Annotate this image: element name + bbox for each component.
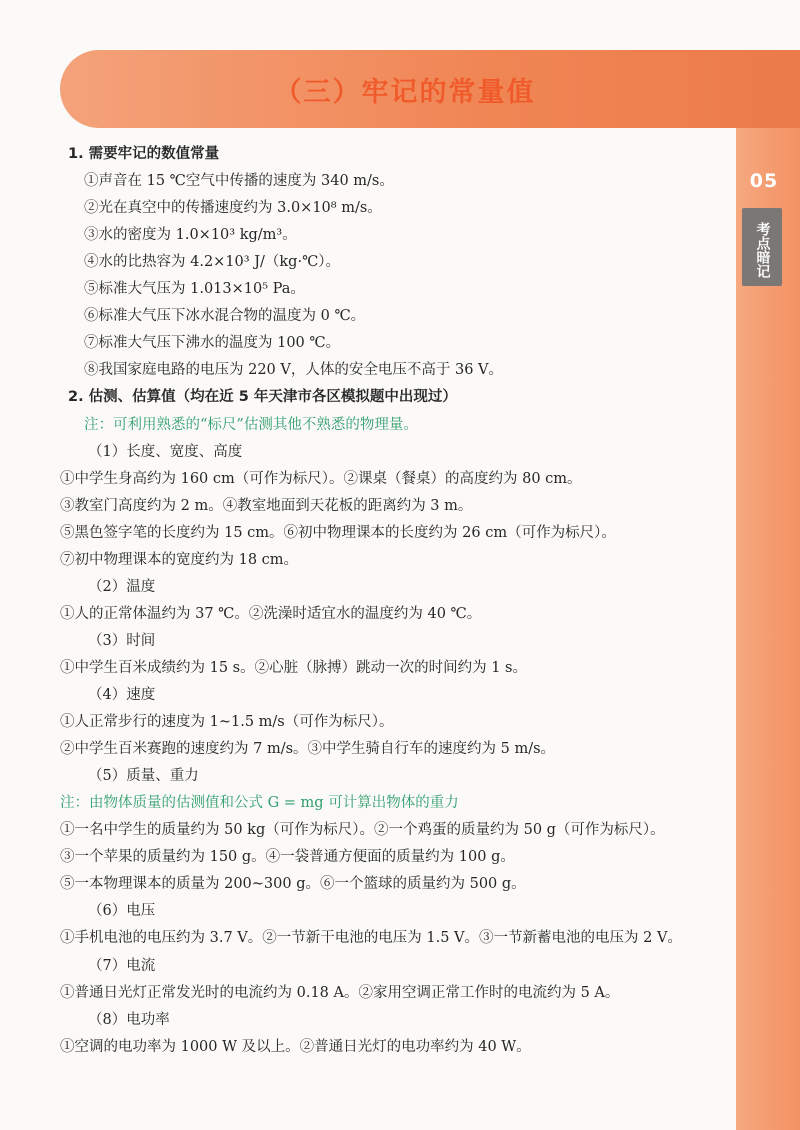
list-item: ③一个苹果的质量约为 150 g。④一袋普通方便面的质量约为 100 g。 [60,849,515,866]
list-item: ①中学生身高约为 160 cm（可作为标尺）。②课桌（餐桌）的高度约为 80 cm。 [60,470,582,487]
list-item: ①中学生百米成绩约为 15 s。②心脏（脉搏）跳动一次的时间约为 1 s。 [60,659,527,676]
list-item: ①空调的电功率为 1000 W 及以上。②普通日光灯的电功率约为 40 W。 [60,1038,531,1055]
list-item: ⑦初中物理课本的宽度约为 18 cm。 [60,551,299,568]
section-heading: 1. 需要牢记的数值常量 [68,146,220,162]
list-item: ⑥标准大气压下冰水混合物的温度为 0 ℃。 [84,308,366,325]
subsection-heading: （8）电功率 [88,1011,170,1028]
note-text: 注：可利用熟悉的“标尺”估测其他不熟悉的物理量。 [84,416,418,433]
subsection-heading: （5）质量、重力 [88,768,199,785]
list-item: ②光在真空中的传播速度约为 3.0×10⁸ m/s。 [84,200,382,217]
list-item: ⑤一本物理课本的质量为 200~300 g。⑥一个篮球的质量约为 500 g。 [60,876,526,893]
list-item: ③教室门高度约为 2 m。④教室地面到天花板的距离约为 3 m。 [60,497,473,514]
list-item: ①一名中学生的质量约为 50 kg（可作为标尺）。②一个鸡蛋的质量约为 50 g（可作为标尺）。 [60,822,665,839]
subsection-heading: （2）温度 [88,578,156,595]
list-item: ①手机电池的电压约为 3.7 V。②一节新干电池的电压为 1.5 V。③一节新蓄电池的电压为 2 V。 [60,930,682,947]
list-item: ①人的正常体温约为 37 ℃。②洗澡时适宜水的温度约为 40 ℃。 [60,605,482,622]
page-title: （三）牢记的常量值 [274,76,536,108]
list-item: ④水的比热容为 4.2×10³ J/（kg·℃）。 [84,254,341,271]
list-item: ①普通日光灯正常发光时的电流约为 0.18 A。②家用空调正常工作时的电流约为 5 A。 [60,984,620,1001]
list-item: ①声音在 15 ℃空气中传播的速度为 340 m/s。 [84,173,394,190]
note-text: 注：由物体质量的估测值和公式 G = mg 可计算出物体的重力 [60,795,459,812]
subsection-heading: （7）电流 [88,957,156,974]
subsection-heading: （6）电压 [88,903,156,920]
chapter-number: 05 [749,170,779,192]
section-heading: 2. 估测、估算值（均在近 5 年天津市各区模拟题中出现过） [68,389,457,406]
list-item: ⑦标准大气压下沸水的温度为 100 ℃。 [84,335,341,352]
list-item: ⑤标准大气压为 1.013×10⁵ Pa。 [84,281,305,298]
subsection-heading: （4）速度 [88,687,156,703]
list-item: ⑤黑色签字笔的长度约为 15 cm。⑥初中物理课本的长度约为 26 cm（可作为标尺）。 [60,524,616,541]
list-item: ③水的密度为 1.0×10³ kg/m³。 [84,227,297,244]
list-item: ⑧我国家庭电路的电压为 220 V，人体的安全电压不高于 36 V。 [84,362,504,379]
chapter-tab-label: 考点暗记 [742,208,782,286]
subsection-heading: （1）长度、宽度、高度 [88,443,243,460]
list-item: ①人正常步行的速度为 1~1.5 m/s（可作为标尺）。 [60,714,394,731]
subsection-heading: （3）时间 [88,632,156,649]
list-item: ②中学生百米赛跑的速度约为 7 m/s。③中学生骑自行车的速度约为 5 m/s。 [60,741,556,758]
